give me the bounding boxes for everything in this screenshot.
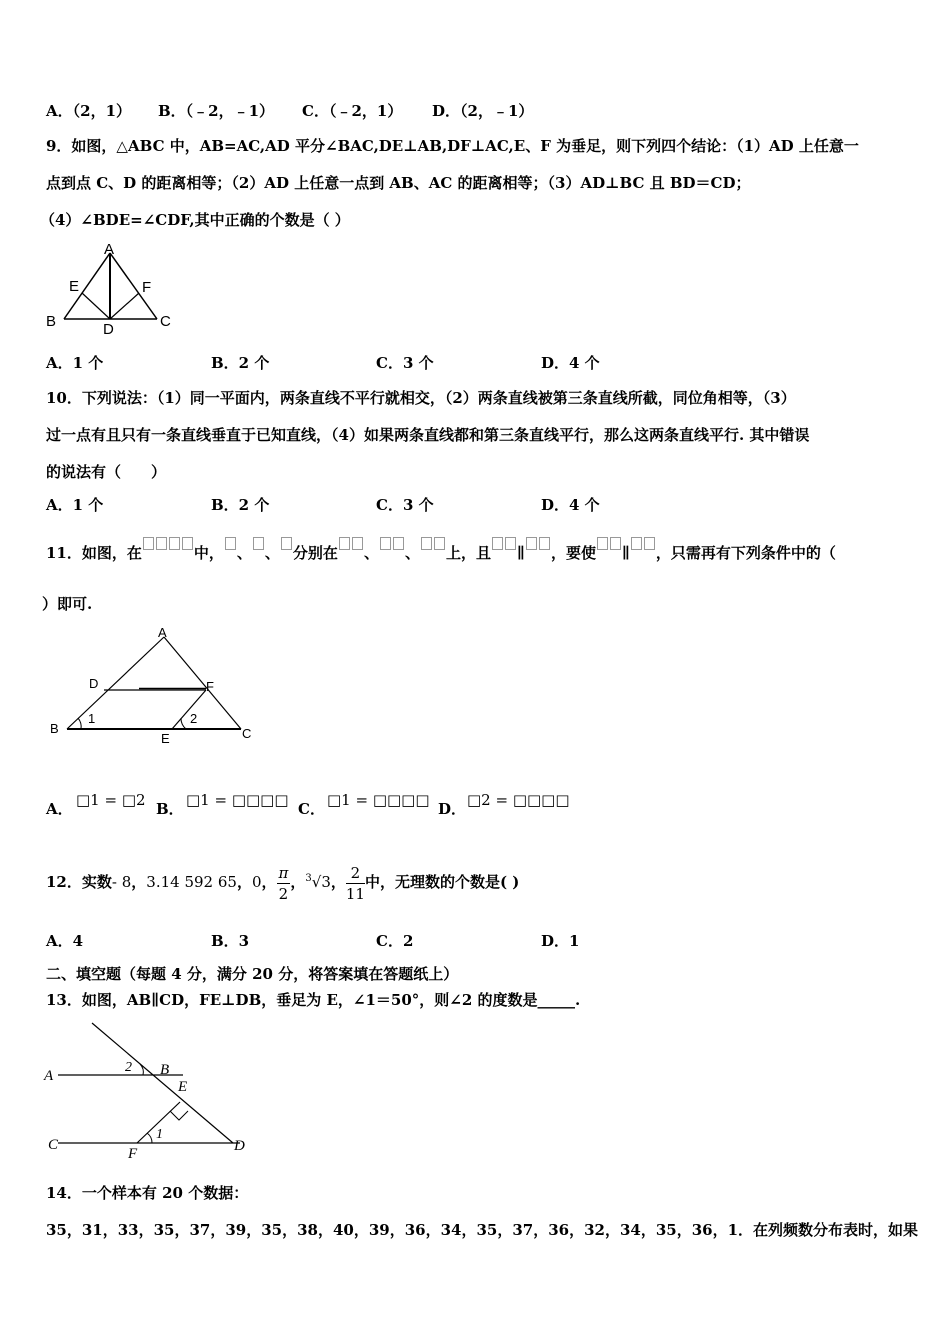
missing-glyph-box: [393, 537, 404, 550]
q11-option-a-label: A．: [46, 800, 73, 818]
q11-option-a-expr: □1 = □2: [76, 791, 146, 809]
q11-triangle-figure: [44, 622, 264, 752]
q12-sep: ，: [131, 873, 147, 891]
q11-part: 、: [264, 544, 280, 562]
q13-text: 13．如图，AB∥CD，FE⊥DB，垂足为 E，∠1＝50°，则∠2 的度数是_____.: [46, 991, 581, 1009]
q13-label-e: E: [178, 1079, 188, 1095]
q11-option-d-expr: □2 = □□□□: [467, 791, 570, 809]
section-2-title: 二、填空题（每题 4 分，满分 20 分，将答案填在答题纸上）: [46, 965, 459, 983]
missing-glyph-box: [526, 537, 537, 550]
q14-text-line1: 14．一个样本有 20 个数据：: [46, 1184, 249, 1202]
q9-text-line1: 9．如图，△ABC 中，AB=AC,AD 平分∠BAC,DE⊥AB,DF⊥AC,E、F 为垂足，则下列四个结论：（1）AD 上任意一: [46, 137, 859, 155]
q12-pi-fraction: [277, 863, 291, 904]
missing-glyph-box: [610, 537, 621, 550]
q12-pi-denominator: 2: [278, 884, 289, 903]
q13-label-a: A: [44, 1068, 54, 1084]
q11-option-b-expr: □1 = □□□□: [186, 791, 289, 809]
q9-option-b: B．2 个: [211, 354, 270, 372]
q11-option-c-label: C．: [298, 800, 325, 818]
q11-label-a: A: [158, 625, 167, 640]
q12-option-c: C．2: [376, 932, 414, 950]
q9-label-a: A: [104, 241, 115, 258]
q8-option-a: A．（2，1）: [46, 102, 132, 120]
q11-part: 上，且: [445, 544, 491, 562]
q9-text-line3: （4）∠BDE=∠CDF,其中正确的个数是（ ）: [40, 211, 350, 229]
q12-option-d: D．1: [541, 932, 580, 950]
q9-option-c: C．3 个: [376, 354, 434, 372]
q12-number: - 8: [111, 873, 132, 891]
q13-label-2: 2: [125, 1060, 132, 1075]
missing-glyph-box: [156, 537, 167, 550]
q8-option-b: B．（﹣2，﹣1）: [158, 102, 275, 120]
q9-label-e: E: [69, 278, 80, 295]
q12-tail: 中，无理数的个数是( ): [364, 873, 520, 891]
q12-cbrt-index: 3: [305, 873, 312, 884]
q9-label-f: F: [142, 279, 152, 296]
q10-text-line3: 的说法有（ ）: [46, 463, 167, 481]
q11-part: 、: [236, 544, 252, 562]
q12-pi-numerator: π: [278, 863, 289, 882]
q10-option-a: A．1 个: [46, 496, 104, 514]
missing-glyph-box: [352, 537, 363, 550]
q12-option-a: A．4: [46, 932, 84, 950]
missing-glyph-box: [182, 537, 193, 550]
q12-number: 3.14 592 65: [146, 873, 237, 891]
missing-glyph-box: [597, 537, 608, 550]
q11-label-1: 1: [88, 711, 96, 726]
q11-part: 分别在: [292, 544, 338, 562]
q9-label-d: D: [103, 321, 114, 338]
missing-glyph-box: [380, 537, 391, 550]
q13-label-d: D: [234, 1138, 245, 1154]
q11-label-d: D: [89, 676, 99, 691]
q9-option-d: D．4 个: [541, 354, 600, 372]
q12-sep: ，: [290, 873, 306, 891]
missing-glyph-box: [253, 537, 264, 550]
q12-text: [46, 852, 519, 912]
q13-label-c: C: [48, 1137, 59, 1153]
q9-text-line2: 点到点 C、D 的距离相等；（2）AD 上任意一点到 AB、AC 的距离相等；（3）AD⊥BC 且 BD＝CD；: [46, 174, 751, 192]
missing-glyph-box: [631, 537, 642, 550]
q12-sep: ，: [236, 873, 252, 891]
q9-option-a: A．1 个: [46, 354, 104, 372]
missing-glyph-box: [644, 537, 655, 550]
q9-triangle-figure: [42, 240, 192, 340]
q12-fraction-denominator: 11: [345, 884, 365, 903]
q12-sep: ，: [261, 873, 277, 891]
q11-label-b: B: [50, 721, 59, 736]
q11-part: ∥: [516, 544, 525, 562]
q12-cbrt-body: √3: [311, 873, 331, 891]
missing-glyph-box: [539, 537, 550, 550]
missing-glyph-box: [169, 537, 180, 550]
q11-label-c: C: [242, 726, 252, 741]
q11-part: ，只需再有下列条件中的（: [655, 544, 836, 562]
q11-text-line2: ）即可.: [42, 595, 93, 613]
missing-glyph-box: [434, 537, 445, 550]
missing-glyph-box: [492, 537, 503, 550]
q12-fraction: [346, 863, 365, 904]
missing-glyph-box: [225, 537, 236, 550]
q12-option-b: B．3: [211, 932, 250, 950]
q11-part: 中，: [193, 544, 224, 562]
q11-part: ∥: [621, 544, 630, 562]
q10-text-line1: 10．下列说法：（1）同一平面内，两条直线不平行就相交，（2）两条直线被第三条直线所截，同位角相等，（3）: [46, 389, 796, 407]
q10-option-c: C．3 个: [376, 496, 434, 514]
q12-fraction-numerator: 2: [346, 863, 365, 884]
q9-label-b: B: [46, 313, 57, 330]
q9-label-c: C: [160, 313, 171, 330]
q8-option-d: D．（2，﹣1）: [432, 102, 534, 120]
q12-sep: ，: [330, 873, 346, 891]
q8-option-c: C．（﹣2，1）: [302, 102, 403, 120]
q11-option-b-label: B．: [156, 800, 184, 818]
q12-lead: 12．实数: [46, 873, 112, 891]
q11-part: 11．如图，在: [46, 544, 142, 562]
q11-label-e: E: [161, 731, 170, 746]
missing-glyph-box: [143, 537, 154, 550]
q11-text-line1: [46, 543, 836, 563]
q11-part: 、: [404, 544, 420, 562]
q11-part: 、: [363, 544, 379, 562]
q10-option-d: D．4 个: [541, 496, 600, 514]
q11-part: ，要使: [550, 544, 596, 562]
q13-parallel-lines-figure: [40, 1018, 270, 1168]
missing-glyph-box: [421, 537, 432, 550]
q13-label-1: 1: [156, 1127, 163, 1142]
q10-option-b: B．2 个: [211, 496, 270, 514]
missing-glyph-box: [505, 537, 516, 550]
missing-glyph-box: [339, 537, 350, 550]
missing-glyph-box: [281, 537, 292, 550]
q13-label-f: F: [128, 1146, 138, 1162]
q10-text-line2: 过一点有且只有一条直线垂直于已知直线，（4）如果两条直线都和第三条直线平行，那么这两条直线平行. 其中错误: [46, 426, 810, 444]
q14-text-line2: 35，31，33，35，37，39，35，38，40，39，36，34，35，37，36，32，34，35，36，1．在列频数分布表时，如果: [46, 1221, 919, 1239]
q12-number: 0: [251, 873, 262, 891]
q11-option-d-label: D．: [438, 800, 467, 818]
q11-label-2: 2: [190, 711, 198, 726]
q11-label-f: F: [206, 679, 214, 694]
q11-option-c-expr: □1 = □□□□: [327, 791, 430, 809]
q13-label-b: B: [160, 1062, 170, 1078]
